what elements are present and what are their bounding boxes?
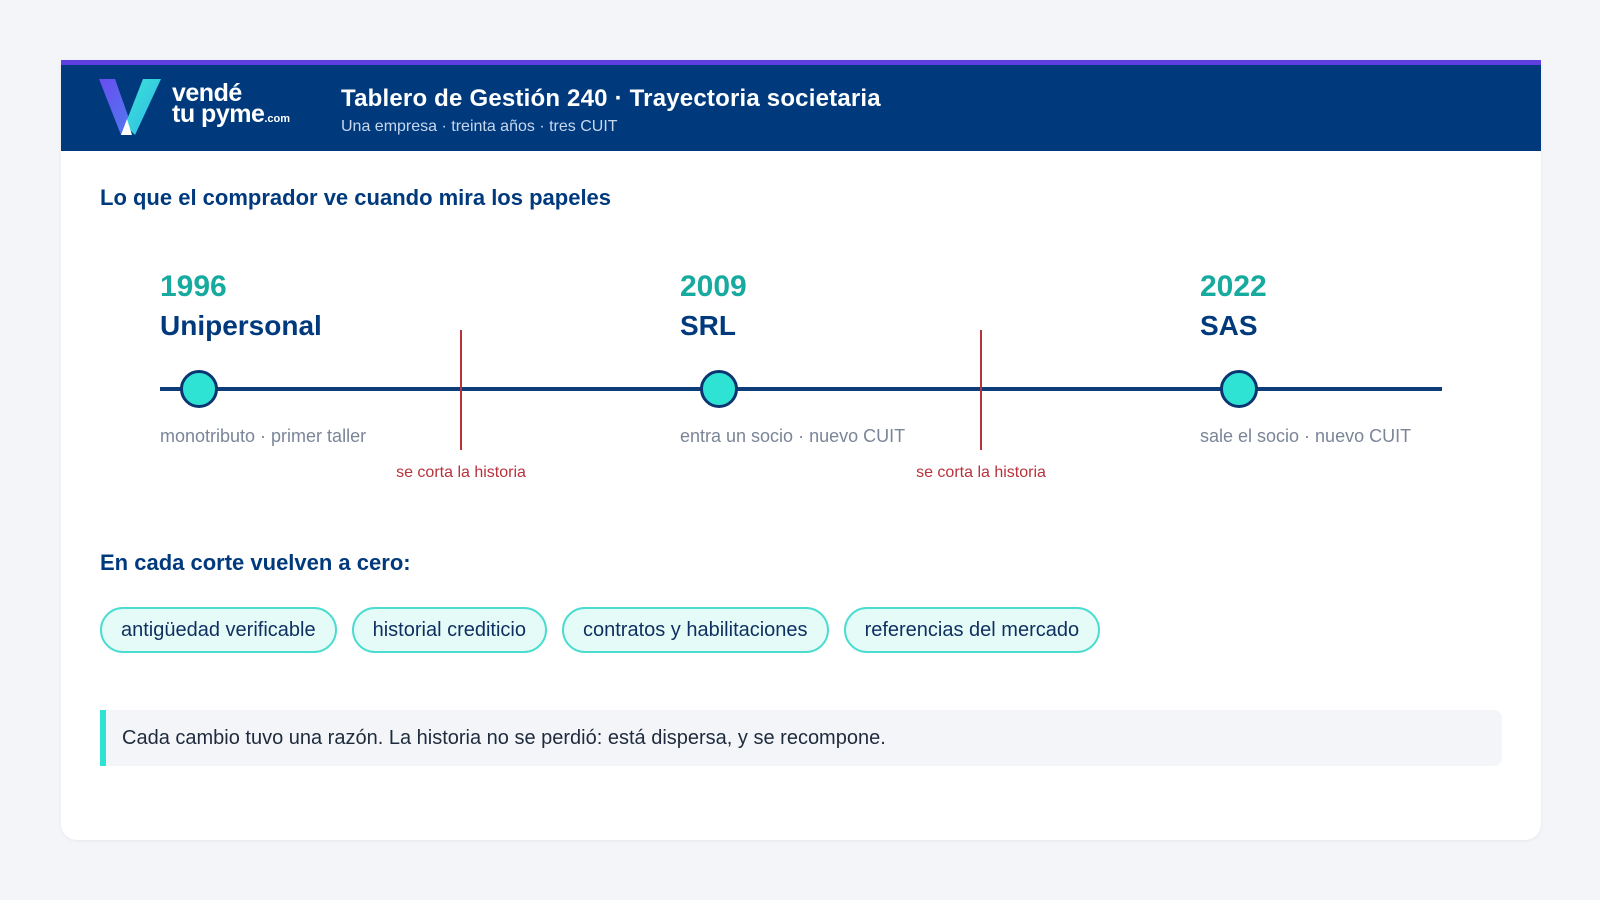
page-subtitle: Una empresa · treinta años · tres CUIT [341,118,618,135]
brand-line-2: tu pyme [172,100,265,128]
history-cut-label: se corta la historia [916,464,1046,481]
chip-contratos: contratos y habilitaciones [562,607,829,653]
milestone-dot [700,370,738,408]
milestone-dot [1220,370,1258,408]
milestone-note: monotributo · primer taller [160,426,367,446]
callout-note: Cada cambio tuvo una razón. La historia no se perdió: está dispersa, y se recompone. [100,710,1502,766]
milestone-year: 2009 [680,270,747,303]
chip-historial-crediticio: historial crediticio [352,607,547,653]
brand-line-1: vendé [172,79,242,107]
milestone-note: sale el socio · nuevo CUIT [1200,426,1412,446]
chip-referencias: referencias del mercado [844,607,1101,653]
dashboard-card [61,60,1541,840]
history-cut-marker [460,330,462,450]
company-timeline [61,60,1541,560]
milestone-year: 2022 [1200,270,1267,303]
milestone-type: SAS [1200,310,1258,341]
reset-section-title: En cada corte vuelven a cero: [100,550,411,575]
chip-antiguedad: antigüedad verificable [100,607,337,653]
reset-chip-list [100,607,1100,653]
page-title: Tablero de Gestión 240 · Trayectoria societaria [341,85,881,112]
milestone-type: SRL [680,310,736,341]
history-cut-label: se corta la historia [396,464,526,481]
milestone-year: 1996 [160,270,227,303]
milestone-dot [180,370,218,408]
history-cut-marker [980,330,982,450]
milestone-note: entra un socio · nuevo CUIT [680,426,906,446]
brand-domain: .com [264,113,291,125]
milestone-type: Unipersonal [160,310,322,341]
timeline-section-title: Lo que el comprador ve cuando mira los papeles [100,185,612,210]
